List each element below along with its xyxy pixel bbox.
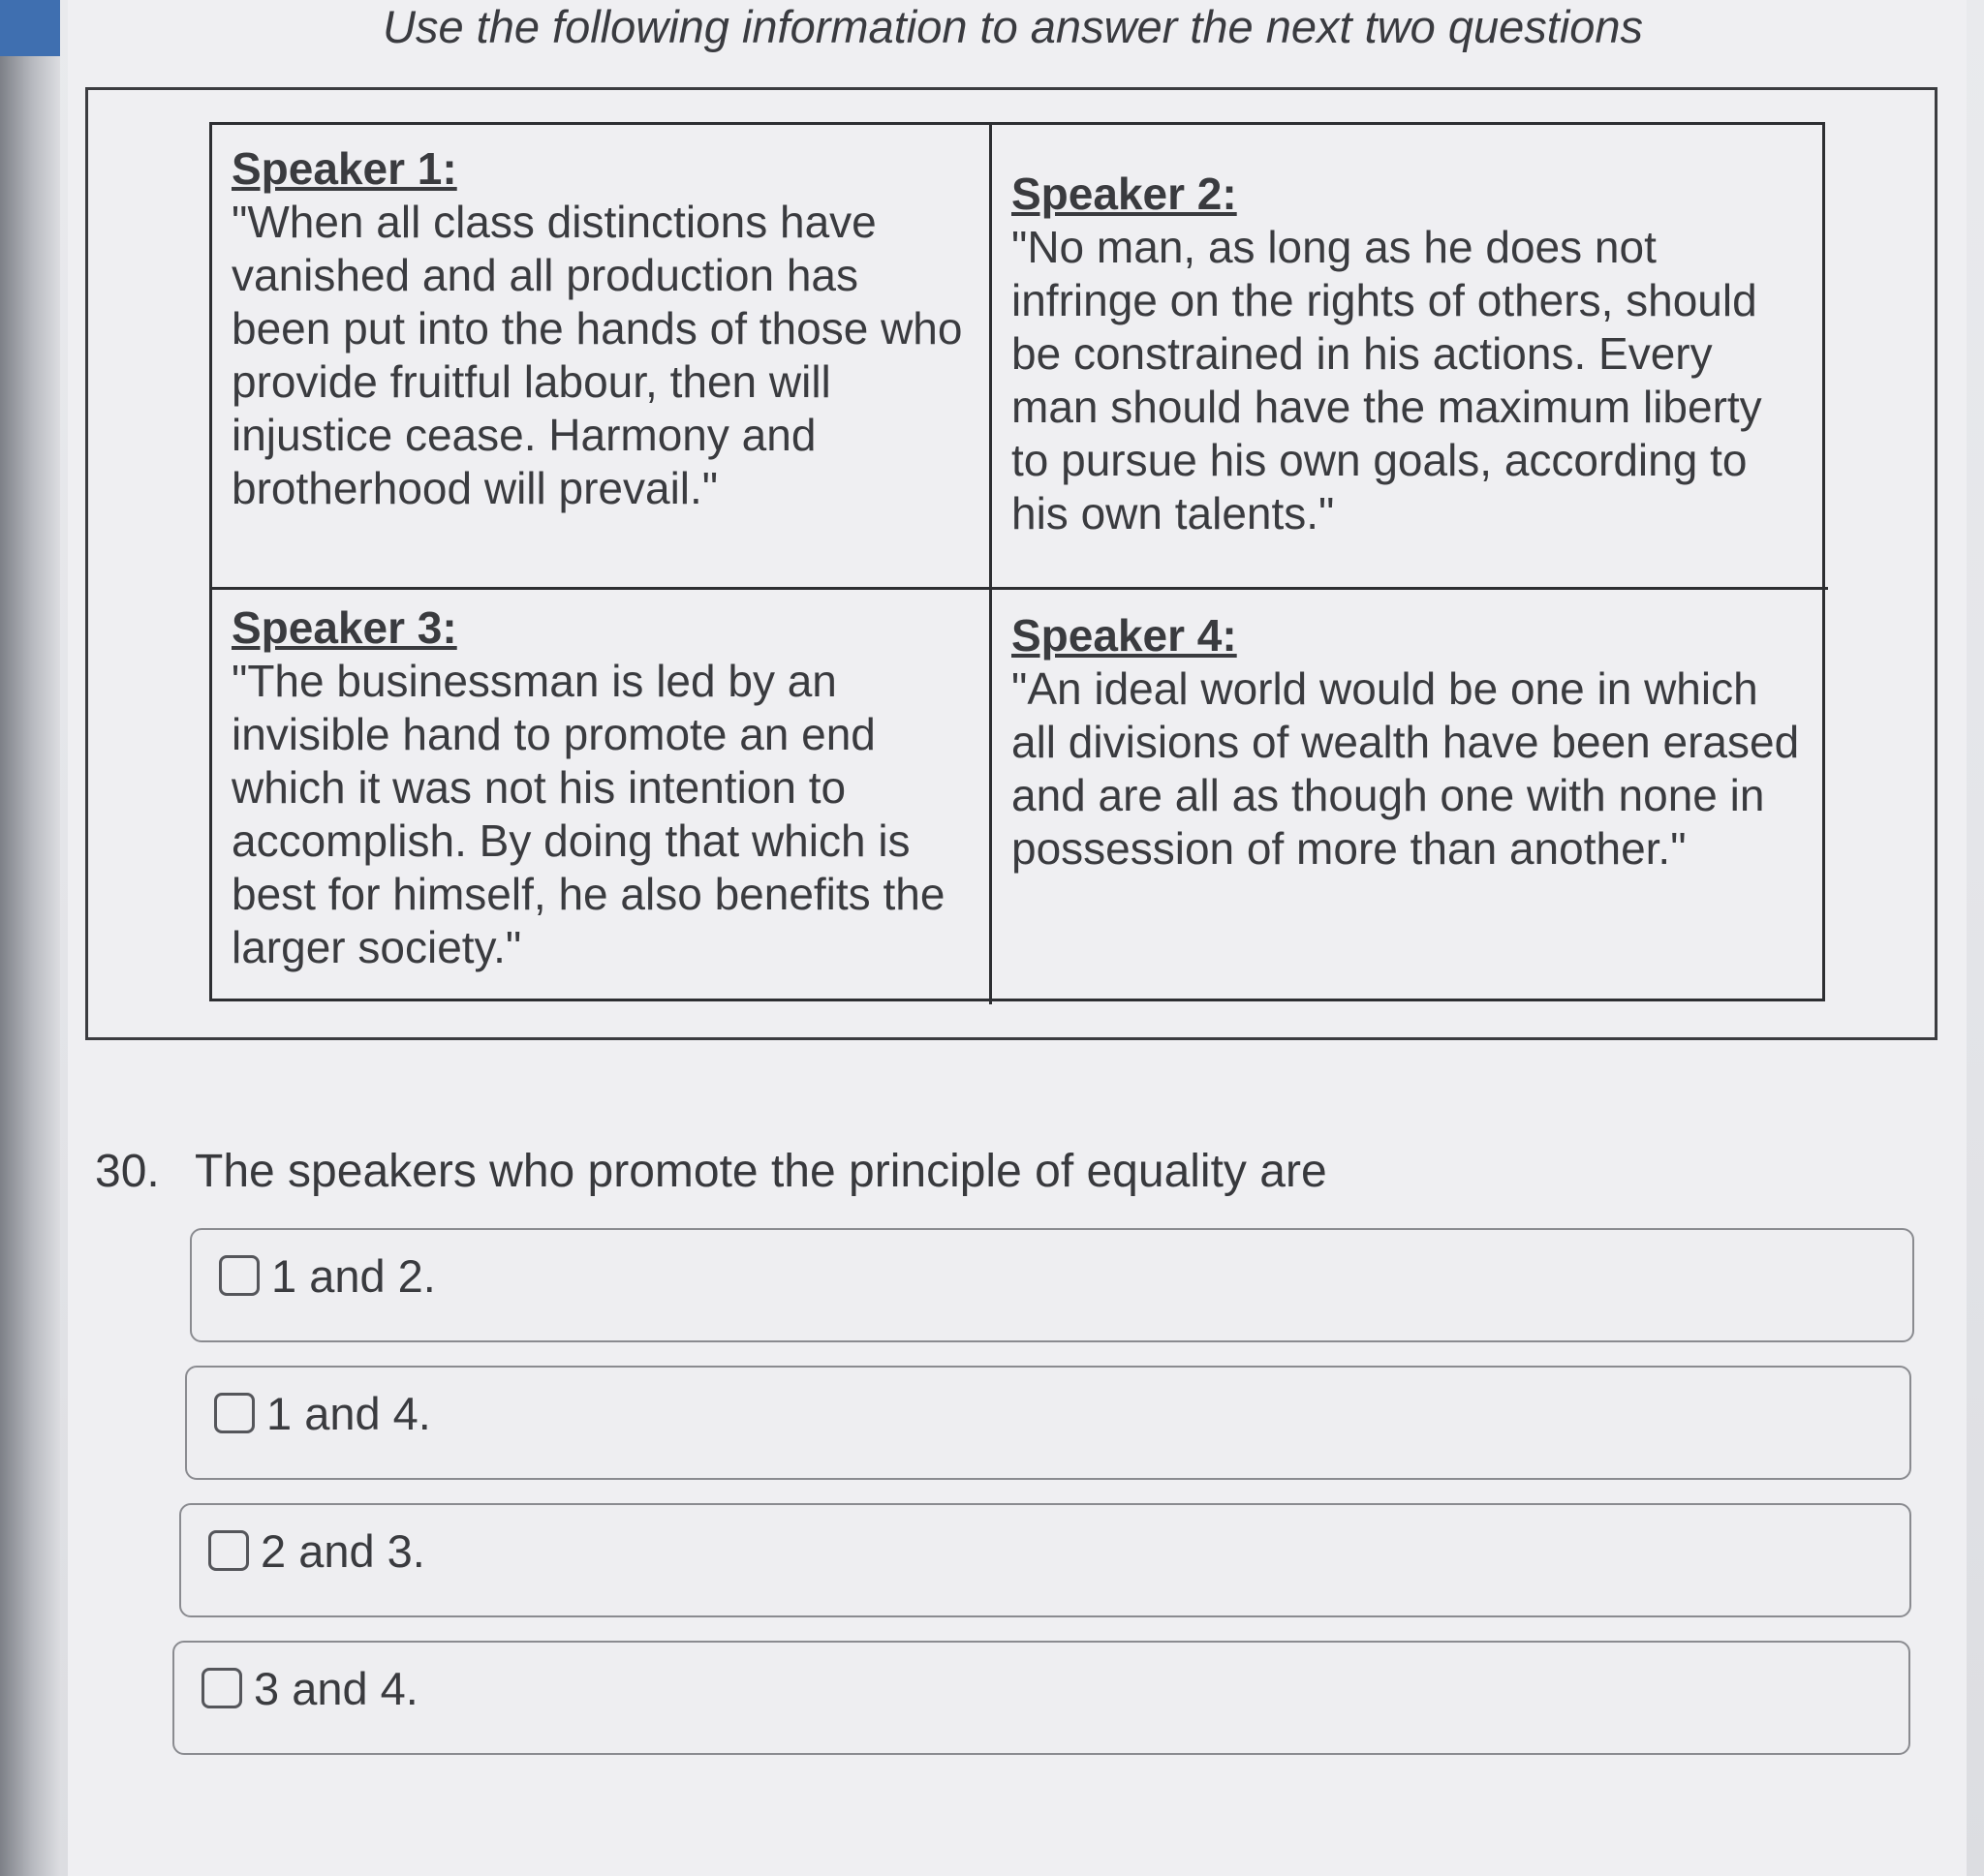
- answer-option-1[interactable]: [190, 1228, 1914, 1342]
- background-edge: [0, 0, 60, 1876]
- answer-option-1-label: 1 and 2.: [271, 1250, 436, 1302]
- speaker-cell-2: [992, 125, 1828, 590]
- checkbox-icon[interactable]: [202, 1668, 242, 1708]
- speaker-cell-1: [212, 125, 992, 590]
- speaker-1-name: Speaker 1:: [232, 143, 457, 194]
- answer-option-4[interactable]: [172, 1641, 1910, 1755]
- speaker-table: [209, 122, 1825, 1001]
- speaker-1-quote: "When all class distinctions have vanished and all production has been put into the hands of those who provide fruitful labour, then will injustice cease. Harmony and brotherhood will prevail.": [232, 197, 963, 513]
- answer-option-2[interactable]: [185, 1366, 1911, 1480]
- answer-option-3-label: 2 and 3.: [261, 1525, 425, 1577]
- speaker-4-quote: "An ideal world would be one in which all divisions of wealth have been erased and are all as though one with none in possession of more than another.": [1011, 663, 1800, 874]
- question-text: The speakers who promote the principle of equality are: [195, 1146, 1327, 1197]
- answer-option-4-label: 3 and 4.: [254, 1663, 418, 1714]
- speaker-2-name: Speaker 2:: [1011, 169, 1237, 219]
- answer-option-2-label: 1 and 4.: [266, 1388, 431, 1439]
- intro-text: Use the following information to answer the next two questions: [383, 1, 1644, 52]
- speaker-3-quote: "The businessman is led by an invisible hand to promote an end which it was not his intention to accomplish. By doing that which is best for himself, he also benefits the larger society.": [232, 656, 946, 972]
- speaker-2-quote: "No man, as long as he does not infringe on the rights of others, should be constrained in his actions. Every man should have the maximum liberty to pursue his own goals, according to his own talents.": [1011, 222, 1762, 538]
- speaker-cell-3: [212, 590, 992, 1004]
- checkbox-icon[interactable]: [214, 1393, 255, 1433]
- speaker-4-name: Speaker 4:: [1011, 610, 1237, 661]
- speaker-3-name: Speaker 3:: [232, 602, 457, 653]
- background-edge-accent: [0, 0, 60, 56]
- checkbox-icon[interactable]: [219, 1255, 260, 1296]
- speaker-cell-4: [992, 590, 1828, 1004]
- answer-option-3[interactable]: [179, 1503, 1911, 1617]
- checkbox-icon[interactable]: [208, 1530, 249, 1571]
- question-number: 30.: [95, 1146, 160, 1197]
- question-30: [95, 1145, 1327, 1198]
